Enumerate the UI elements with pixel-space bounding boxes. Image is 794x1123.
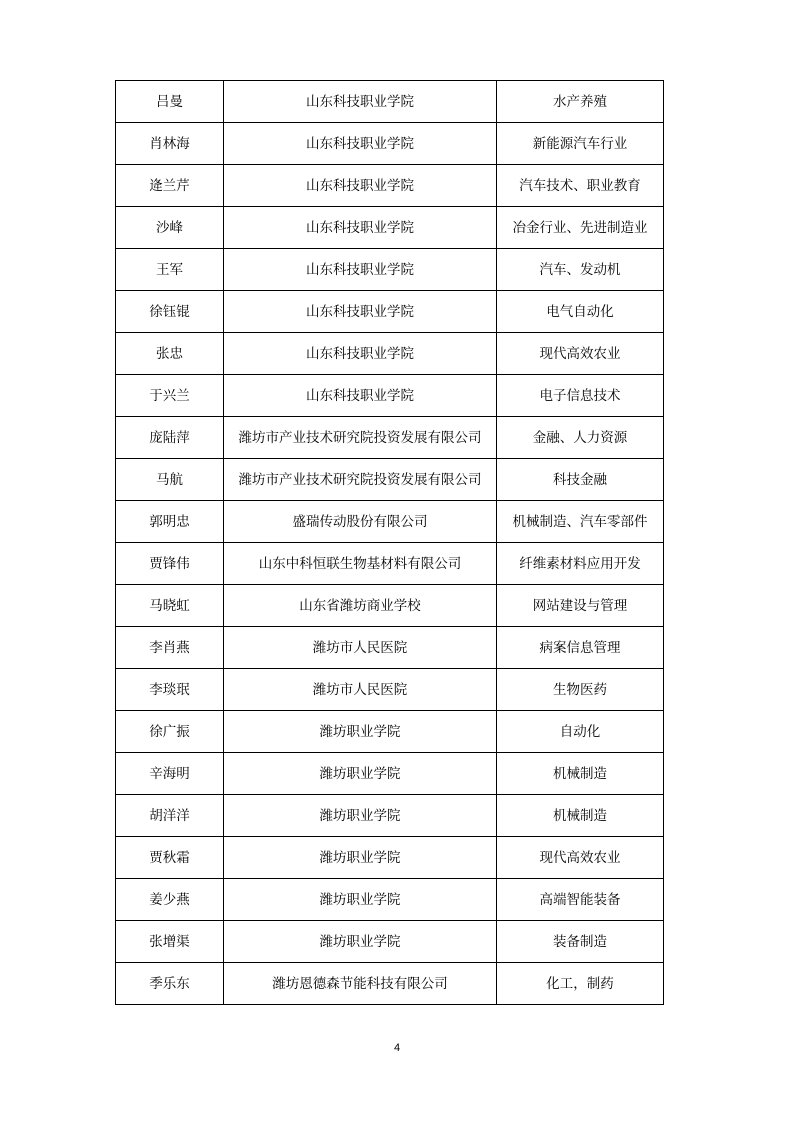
table-row bbox=[116, 249, 664, 291]
specialty-cell: 机械制造 bbox=[497, 795, 664, 837]
specialty-cell: 电子信息技术 bbox=[497, 375, 664, 417]
table-row bbox=[116, 921, 664, 963]
table-row bbox=[116, 165, 664, 207]
table-row bbox=[116, 501, 664, 543]
organization-cell: 潍坊恩德森节能科技有限公司 bbox=[224, 963, 497, 1005]
specialty-cell: 化工，制药 bbox=[497, 963, 664, 1005]
organization-cell: 潍坊市产业技术研究院投资发展有限公司 bbox=[224, 417, 497, 459]
specialty-cell: 科技金融 bbox=[497, 459, 664, 501]
organization-cell: 潍坊职业学院 bbox=[224, 879, 497, 921]
name-cell: 李琰珉 bbox=[116, 669, 224, 711]
organization-cell: 山东中科恒联生物基材料有限公司 bbox=[224, 543, 497, 585]
name-cell: 逄兰芹 bbox=[116, 165, 224, 207]
name-cell: 马晓虹 bbox=[116, 585, 224, 627]
name-cell: 李肖燕 bbox=[116, 627, 224, 669]
organization-cell: 山东科技职业学院 bbox=[224, 375, 497, 417]
roster-table-body bbox=[116, 81, 664, 1005]
organization-cell: 山东科技职业学院 bbox=[224, 165, 497, 207]
table-row bbox=[116, 627, 664, 669]
name-cell: 贾锋伟 bbox=[116, 543, 224, 585]
table-row bbox=[116, 795, 664, 837]
table-row bbox=[116, 459, 664, 501]
name-cell: 徐广振 bbox=[116, 711, 224, 753]
specialty-cell: 新能源汽车行业 bbox=[497, 123, 664, 165]
name-cell: 肖林海 bbox=[116, 123, 224, 165]
organization-cell: 山东科技职业学院 bbox=[224, 207, 497, 249]
name-cell: 郭明忠 bbox=[116, 501, 224, 543]
table-row bbox=[116, 585, 664, 627]
table-row bbox=[116, 81, 664, 123]
organization-cell: 潍坊市人民医院 bbox=[224, 627, 497, 669]
name-cell: 辛海明 bbox=[116, 753, 224, 795]
table-row bbox=[116, 417, 664, 459]
name-cell: 张忠 bbox=[116, 333, 224, 375]
specialty-cell: 汽车、发动机 bbox=[497, 249, 664, 291]
name-cell: 张增渠 bbox=[116, 921, 224, 963]
specialty-cell: 汽车技术、职业教育 bbox=[497, 165, 664, 207]
specialty-cell: 网站建设与管理 bbox=[497, 585, 664, 627]
expert-roster-table bbox=[115, 80, 664, 1005]
table-row bbox=[116, 207, 664, 249]
table-row bbox=[116, 669, 664, 711]
name-cell: 沙峰 bbox=[116, 207, 224, 249]
specialty-cell: 机械制造、汽车零部件 bbox=[497, 501, 664, 543]
name-cell: 吕曼 bbox=[116, 81, 224, 123]
organization-cell: 潍坊职业学院 bbox=[224, 795, 497, 837]
table-row bbox=[116, 837, 664, 879]
page-number: 4 bbox=[393, 1042, 401, 1054]
organization-cell: 山东科技职业学院 bbox=[224, 249, 497, 291]
organization-cell: 山东科技职业学院 bbox=[224, 291, 497, 333]
name-cell: 季乐东 bbox=[116, 963, 224, 1005]
name-cell: 庞陆萍 bbox=[116, 417, 224, 459]
organization-cell: 山东省潍坊商业学校 bbox=[224, 585, 497, 627]
specialty-cell: 纤维素材料应用开发 bbox=[497, 543, 664, 585]
organization-cell: 潍坊职业学院 bbox=[224, 753, 497, 795]
table-row bbox=[116, 333, 664, 375]
specialty-cell: 冶金行业、先进制造业 bbox=[497, 207, 664, 249]
specialty-cell: 现代高效农业 bbox=[497, 837, 664, 879]
specialty-cell: 生物医药 bbox=[497, 669, 664, 711]
organization-cell: 山东科技职业学院 bbox=[224, 123, 497, 165]
organization-cell: 潍坊职业学院 bbox=[224, 711, 497, 753]
specialty-cell: 金融、人力资源 bbox=[497, 417, 664, 459]
specialty-cell: 电气自动化 bbox=[497, 291, 664, 333]
table-row bbox=[116, 753, 664, 795]
table-row bbox=[116, 291, 664, 333]
organization-cell: 潍坊职业学院 bbox=[224, 837, 497, 879]
organization-cell: 山东科技职业学院 bbox=[224, 333, 497, 375]
table-row bbox=[116, 711, 664, 753]
name-cell: 马航 bbox=[116, 459, 224, 501]
name-cell: 贾秋霜 bbox=[116, 837, 224, 879]
table-row bbox=[116, 879, 664, 921]
name-cell: 王军 bbox=[116, 249, 224, 291]
organization-cell: 山东科技职业学院 bbox=[224, 81, 497, 123]
name-cell: 于兴兰 bbox=[116, 375, 224, 417]
name-cell: 姜少燕 bbox=[116, 879, 224, 921]
organization-cell: 盛瑞传动股份有限公司 bbox=[224, 501, 497, 543]
organization-cell: 潍坊职业学院 bbox=[224, 921, 497, 963]
table-row bbox=[116, 963, 664, 1005]
specialty-cell: 装备制造 bbox=[497, 921, 664, 963]
table-row bbox=[116, 375, 664, 417]
specialty-cell: 病案信息管理 bbox=[497, 627, 664, 669]
specialty-cell: 机械制造 bbox=[497, 753, 664, 795]
organization-cell: 潍坊市人民医院 bbox=[224, 669, 497, 711]
specialty-cell: 高端智能装备 bbox=[497, 879, 664, 921]
organization-cell: 潍坊市产业技术研究院投资发展有限公司 bbox=[224, 459, 497, 501]
name-cell: 徐钰锟 bbox=[116, 291, 224, 333]
name-cell: 胡洋洋 bbox=[116, 795, 224, 837]
specialty-cell: 水产养殖 bbox=[497, 81, 664, 123]
specialty-cell: 现代高效农业 bbox=[497, 333, 664, 375]
table-row bbox=[116, 123, 664, 165]
specialty-cell: 自动化 bbox=[497, 711, 664, 753]
table-row bbox=[116, 543, 664, 585]
